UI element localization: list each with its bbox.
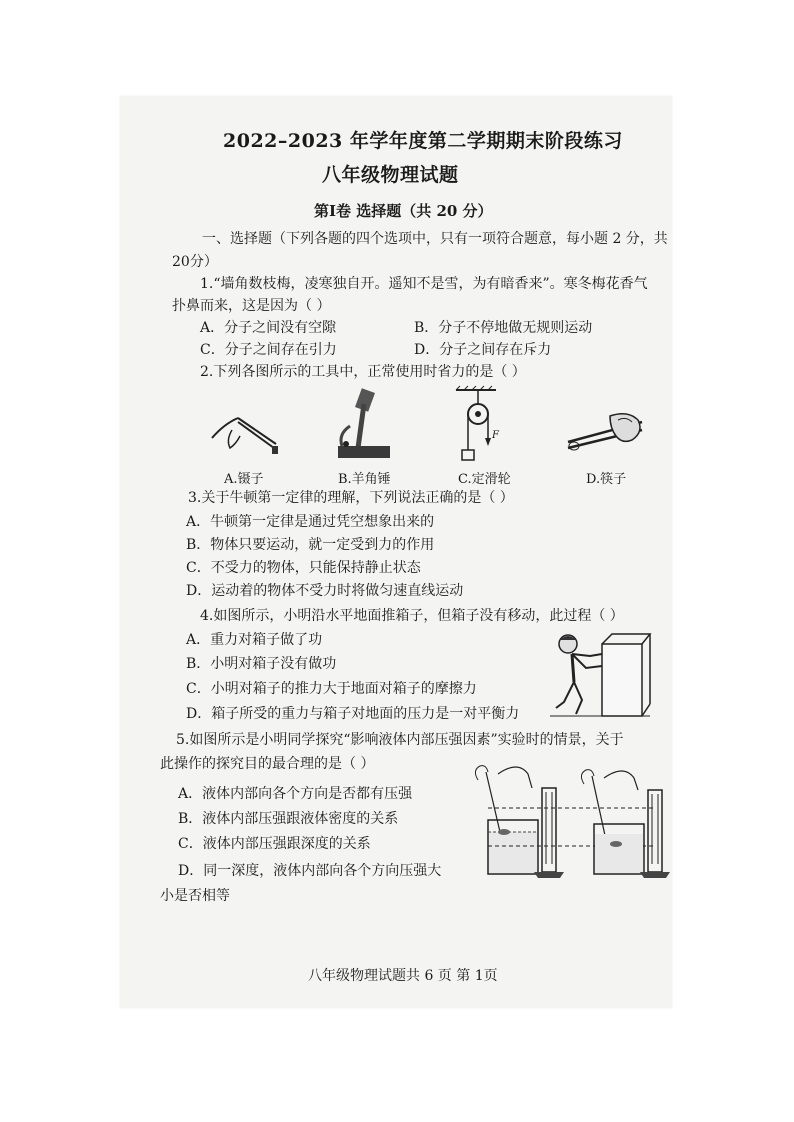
q4-option-a: A．重力对箱子做了功 [186,632,323,648]
q3-option-c: C．不受力的物体，只能保持静止状态 [186,560,421,576]
section-title: 第Ⅰ卷 选择题（共 20 分） [314,202,493,220]
q1-option-b: B．分子不停地做无规则运动 [414,320,593,336]
exam-subtitle: 八年级物理试题 [322,164,459,186]
q5-option-d-line-2: 小是否相等 [160,888,230,904]
q3-option-b: B．物体只要运动，就一定受到力的作用 [186,537,435,553]
q4-option-d: D．箱子所受的重力与箱子对地面的压力是一对平衡力 [186,706,520,722]
q3-option-a: A．牛顿第一定律是通过凭空想象出来的 [186,514,435,530]
tweezers-figure [204,402,284,462]
q3-stem: 3.关于牛顿第一定律的理解，下列说法正确的是（ ） [188,490,514,506]
chopsticks-figure [566,406,646,462]
q5-stem-line-1: 5.如图所示是小明同学探究“影响液体内部压强因素”实验时的情景，关于 [176,732,624,748]
q4-stem: 4.如图所示，小明沿水平地面推箱子，但箱子没有移动，此过程（ ） [200,608,624,624]
q1-option-c: C．分子之间存在引力 [200,342,337,358]
q1-option-d: D．分子之间存在斥力 [414,342,552,358]
claw-hammer-figure [334,386,394,466]
q5-option-b: B．液体内部压强跟液体密度的关系 [178,811,399,827]
q1-stem-line-2: 扑鼻而来，这是因为（ ） [172,298,331,314]
q2-label-b: B.羊角锤 [338,472,391,487]
pushing-box-figure [550,626,650,722]
q1-stem-line-1: 1.“墙角数枝梅，凌寒独自开。遥知不是雪，为有暗香来”。寒冬梅花香气 [200,276,648,292]
q2-label-a: A.镊子 [224,472,264,487]
q4-option-b: B．小明对箱子没有做功 [186,656,337,672]
q4-option-c: C．小明对箱子的推力大于地面对箱子的摩擦力 [186,681,477,697]
q5-option-d-line-1: D．同一深度，液体内部向各个方向压强大 [178,863,442,879]
liquid-pressure-figure [468,760,672,884]
q5-stem-line-2: 此操作的探究目的最合理的是（ ） [160,756,375,772]
q2-label-d: D.筷子 [586,472,627,487]
q5-option-a: A．液体内部向各个方向是否都有压强 [178,786,413,802]
exam-page [120,96,672,1008]
instructions-line-1: 一、选择题（下列各题的四个选项中，只有一项符合题意，每小题 2 分，共 [202,231,668,247]
force-label: F [492,430,499,441]
q3-option-d: D．运动着的物体不受力时将做匀速直线运动 [186,583,464,599]
q5-option-c: C．液体内部压强跟深度的关系 [178,836,371,852]
fixed-pulley-figure [456,386,506,468]
q1-option-a: A．分子之间没有空隙 [200,320,337,336]
q2-label-c: C.定滑轮 [458,472,511,487]
q2-stem: 2.下列各图所示的工具中，正常使用时省力的是（ ） [200,364,526,380]
instructions-line-2: 20分） [172,254,218,270]
exam-title: 2022–2023 年学年度第二学期期末阶段练习 [223,130,623,152]
page-footer: 八年级物理试题共 6 页 第 1页 [308,968,498,984]
